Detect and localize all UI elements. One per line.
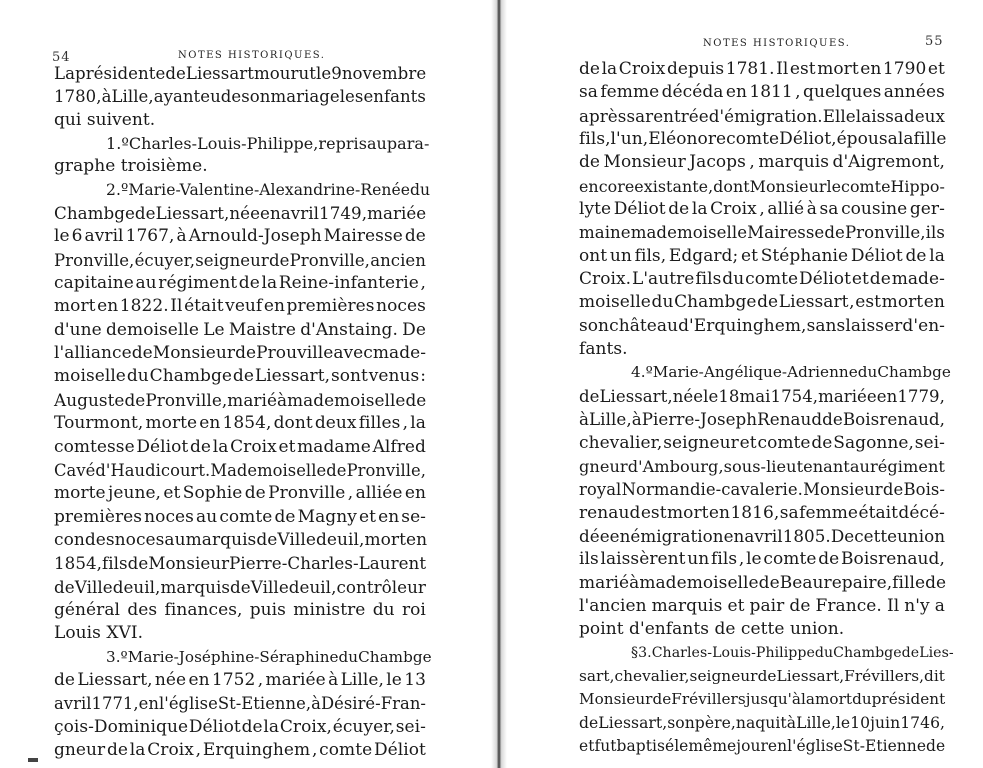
text-line: dée en émigration en avril 1805. De cette union bbox=[579, 525, 946, 546]
text-line: § 3. Charles-Louis-Philippe du Chambge de Lies- bbox=[631, 644, 954, 661]
text-line: Louis XVI. bbox=[54, 623, 144, 644]
text-line: comtesse Déliot de la Croix et madame Alfred bbox=[54, 436, 426, 457]
text-line: lyte Déliot de la Croix , allié à sa cousine ger- bbox=[579, 199, 945, 220]
text-line: ils laissèrent un fils , le comte de Boisrenaud, bbox=[579, 549, 945, 570]
text-line: mort en 1822. Il était veuf en premières noces bbox=[54, 296, 426, 317]
text-line: Croix. L'autre fils du comte Déliot et de made- bbox=[579, 269, 945, 290]
text-line: sa femme décéda en 1811 , quelques années bbox=[579, 82, 945, 103]
text-line: fils, l'un, Eléonore comte Déliot, épousa la fille bbox=[579, 129, 947, 150]
right-running-head: NOTES HISTORIQUES. bbox=[703, 38, 851, 49]
text-line: le 6 avril 1767, à Arnould-Joseph Mairesse de bbox=[54, 226, 426, 247]
text-line: Monsieur de Frévillers jusqu'à la mort du président bbox=[579, 690, 946, 709]
text-line: à Lille, à Pierre-Joseph Renaud de Boisrenaud, bbox=[579, 409, 946, 430]
text-line: marié à mademoiselle de Beaurepaire, fille de bbox=[579, 572, 947, 593]
text-line: 1854, fils de Monsieur Pierre-Charles-Laurent bbox=[54, 554, 427, 574]
text-line: 1780 , à Lille, ayant eu de son mariage les enfants bbox=[54, 87, 426, 107]
scan-mark bbox=[28, 758, 38, 762]
text-line: 1.º Charles-Louis-Philippe , repris au para- bbox=[106, 134, 430, 154]
text-line: premières noces au comte de Magny et en se- bbox=[54, 506, 426, 527]
text-line: Chambge de Liessart, née en avril 1749, mariée bbox=[54, 204, 427, 224]
text-line: gneur de la Croix , Erquinghem , comte Déliot bbox=[54, 739, 426, 760]
text-line: capitaine au régiment de la Reine-infanterie , bbox=[54, 273, 426, 294]
text-line: qui suivent. bbox=[54, 109, 156, 130]
text-line: de la Croix depuis 1781. Il est mort en 1790 et bbox=[579, 59, 945, 79]
text-line: graphe troisième. bbox=[54, 156, 208, 177]
text-line: Cavé d'Haudicourt. Mademoiselle de Pronville, bbox=[54, 460, 426, 480]
left-running-head: NOTES HISTORIQUES. bbox=[178, 50, 326, 61]
text-line: royal Normandie-cavalerie. Monsieur de Bois- bbox=[579, 480, 945, 500]
right-page-text bbox=[579, 58, 954, 758]
left-page-number: 54 bbox=[52, 50, 71, 65]
text-line: Auguste de Pronville, marié à mademoiselle de bbox=[54, 389, 427, 410]
text-line: morte jeune, et Sophie de Pronville , alliée en bbox=[54, 483, 426, 504]
book-gutter bbox=[491, 0, 507, 768]
text-line: La présidente de Liessart mourut le 9 novembre bbox=[54, 64, 427, 83]
text-line: ont un fils, Edgard; et Stéphanie Déliot de la bbox=[579, 245, 945, 266]
text-line: sart, chevalier, seigneur de Liessart, Frévillers, dit bbox=[579, 666, 945, 685]
text-line: de Liessart, son père, naquit à Lille,le 10 juin 1746, bbox=[579, 713, 946, 732]
text-line: l'alliance de Monsieur de Prouville avec made- bbox=[54, 343, 427, 364]
text-line: moiselle du Chambge de Liessart, sont venus : bbox=[54, 366, 426, 387]
text-line: renaud est mort en 1816, sa femme était décé- bbox=[579, 502, 945, 523]
text-line: gneur d'Ambourg, sous-lieutenant au régiment bbox=[579, 456, 945, 476]
right-page bbox=[507, 0, 983, 768]
text-line: après sa rentrée d'émigration. Elle laissa deux bbox=[579, 105, 945, 126]
text-line: 2.º Marie-Valentine-Alexandrine-Renée du bbox=[106, 180, 431, 199]
left-page-text bbox=[54, 62, 432, 762]
text-line: moiselle du Chambge de Liessart , est mort en bbox=[579, 292, 945, 313]
text-line: çois-Dominique Déliot de la Croix, écuyer, sei- bbox=[54, 716, 426, 737]
text-line: de Liessart, née en 1752 , mariée à Lille, le 13 bbox=[54, 669, 426, 690]
text-line: maine mademoiselle Mairesse de Pronville , ils bbox=[579, 223, 945, 243]
text-line: fants. bbox=[579, 339, 628, 360]
text-line: général des finances, puis ministre du roi bbox=[54, 599, 426, 620]
text-line: avril 1771, en l'église St-Etienne, à Désiré-Fran- bbox=[54, 694, 426, 714]
text-line: d'une demoiselle Le Maistre d'Anstaing. De bbox=[54, 319, 426, 340]
text-line: et fut baptisé le même jour en l'église St-Etienne de bbox=[579, 736, 946, 755]
text-line: condes noces au marquis de Villedeuil, mort en bbox=[54, 529, 428, 550]
text-line: l'ancien marquis et pair de France. Il n'y a bbox=[579, 595, 945, 616]
text-line: de Monsieur Jacops , marquis d'Aigremont, bbox=[579, 152, 945, 173]
text-line: de Villedeuil, marquis de Villedeuil, contrôleur bbox=[54, 576, 426, 597]
text-line: Pronville, écuyer, seigneur de Pronville, ancien bbox=[54, 250, 426, 270]
text-line: point d'enfants de cette union. bbox=[579, 619, 845, 640]
right-page-number: 55 bbox=[925, 34, 944, 49]
text-line: 4.º Marie-Angélique-Adrienne du Chambge bbox=[631, 363, 951, 382]
left-page bbox=[0, 0, 491, 768]
text-line: encore existante,dont Monsieur le comte Hippo- bbox=[579, 176, 945, 196]
text-line: 3.º Marie-Joséphine-Séraphine du Chambge bbox=[106, 647, 432, 666]
text-line: Tourmont, morte en 1854, dont deux filles , la bbox=[54, 413, 426, 434]
text-line: son château d'Erquinghem, sans laisser d'en- bbox=[579, 315, 945, 336]
text-line: chevalier, seigneur et comte de Sagonne, sei- bbox=[579, 432, 945, 453]
text-line: de Liessart, née le 18 mai 1754,mariée en 1779, bbox=[579, 386, 945, 406]
